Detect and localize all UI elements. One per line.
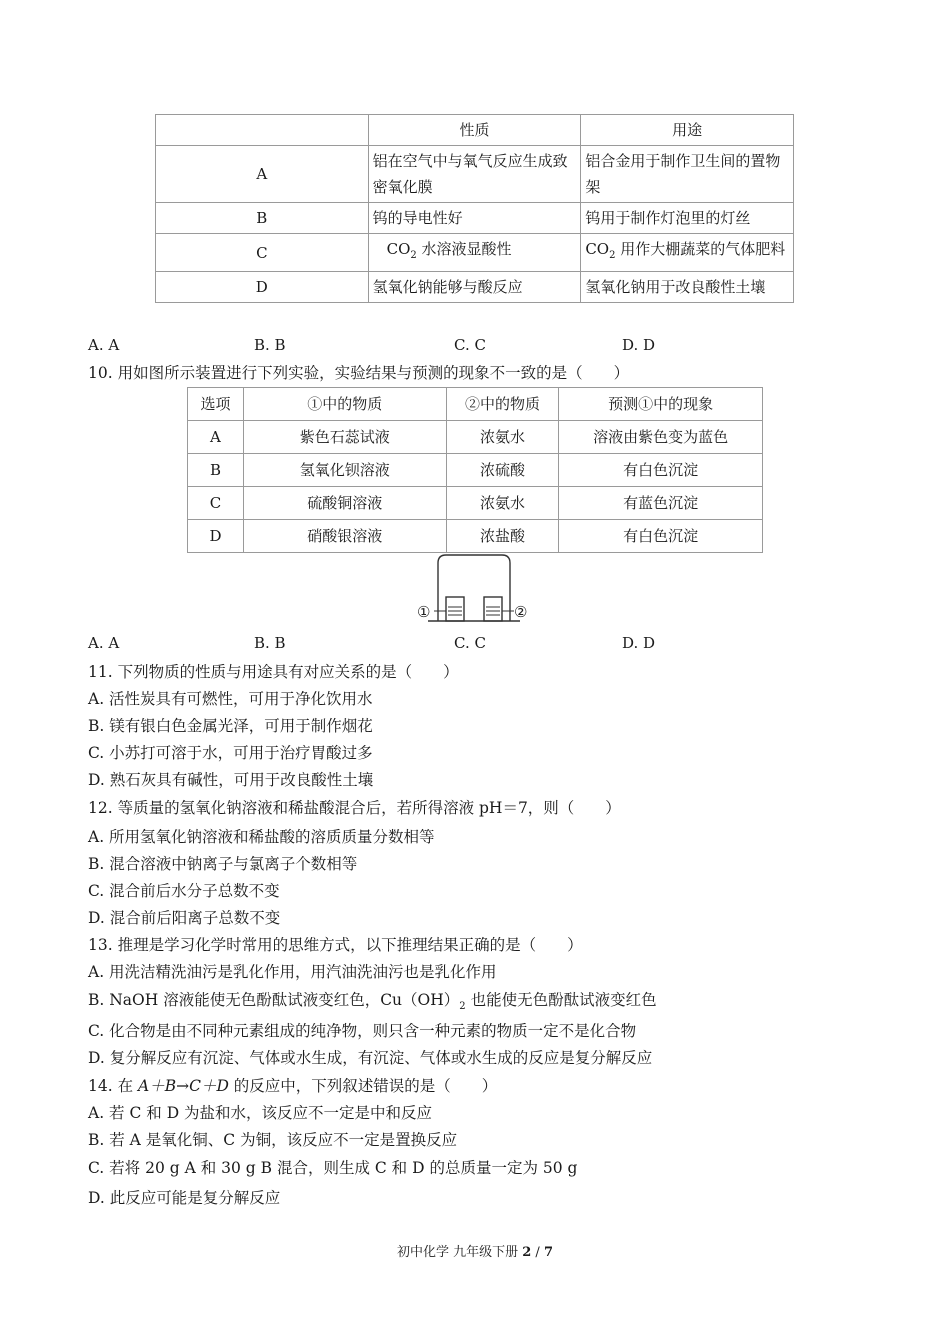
table-row [156, 203, 794, 234]
page-number: 2 [522, 1245, 532, 1260]
stem-text: 的反应中，下列叙述错误的是（ ） [228, 1077, 498, 1095]
q12-option-d[interactable]: D. 混合前后阳离子总数不变 [88, 909, 281, 927]
option-b[interactable]: B. B [254, 634, 286, 652]
experiment-table [187, 387, 763, 553]
beaker-left [446, 597, 464, 621]
table-cell: 浓硫酸 [446, 454, 559, 487]
option-text: B. NaOH 溶液能使无色酚酞试液变红色，Cu（OH） [88, 991, 460, 1009]
table-cell: 硫酸铜溶液 [243, 487, 446, 520]
q11-option-c[interactable]: C. 小苏打可溶于水，可用于治疗胃酸过多 [88, 744, 373, 762]
table-cell-option: B [156, 203, 369, 234]
option-a[interactable]: A. A [88, 336, 120, 354]
table-cell: 有白色沉淀 [559, 520, 763, 553]
table-cell-option: A [156, 146, 369, 203]
option-b[interactable]: B. B [254, 336, 286, 354]
table-cell: 有蓝色沉淀 [559, 487, 763, 520]
table-header-cell: 性质 [368, 115, 581, 146]
property-use-table [155, 114, 794, 303]
table-cell-use [581, 234, 794, 272]
table-header-cell: 选项 [188, 388, 244, 421]
table-cell: 紫色石蕊试液 [243, 421, 446, 454]
table-cell: 浓氨水 [446, 421, 559, 454]
option-c[interactable]: C. C [454, 634, 486, 652]
table-cell: B [188, 454, 244, 487]
table-cell-use: 铝合金用于制作卫生间的置物架 [581, 146, 794, 203]
table-cell: 有白色沉淀 [559, 454, 763, 487]
table-cell: 浓盐酸 [446, 520, 559, 553]
beaker-right [484, 597, 502, 621]
table-cell-property: 钨的导电性好 [368, 203, 581, 234]
q12-option-a[interactable]: A. 所用氢氧化钠溶液和稀盐酸的溶质质量分数相等 [88, 828, 435, 846]
table-cell-property [368, 234, 581, 272]
footer-subject: 初中化学 九年级下册 [396, 1245, 523, 1260]
page-total: 7 [543, 1245, 553, 1260]
table-cell: 硝酸银溶液 [243, 520, 446, 553]
q11-stem: 11. 下列物质的性质与用途具有对应关系的是（ ） [88, 663, 459, 681]
q11-option-d[interactable]: D. 熟石灰具有碱性，可用于改良酸性土壤 [88, 771, 374, 789]
q14-option-a[interactable]: A. 若 C 和 D 为盐和水，该反应不一定是中和反应 [88, 1104, 433, 1122]
cell-text: 水溶液显酸性 [416, 240, 512, 258]
q14-option-d[interactable]: D. 此反应可能是复分解反应 [88, 1189, 281, 1207]
table-row [188, 520, 763, 553]
q12-option-c[interactable]: C. 混合前后水分子总数不变 [88, 882, 280, 900]
table-row [156, 234, 794, 272]
option-text: 也能使无色酚酞试液变红色 [465, 991, 657, 1009]
q13-option-c[interactable]: C. 化合物是由不同种元素组成的纯净物，则只含一种元素的物质一定不是化合物 [88, 1022, 637, 1040]
table-cell: 氢氧化钡溶液 [243, 454, 446, 487]
table-cell-property: 铝在空气中与氧气反应生成致密氧化膜 [368, 146, 581, 203]
table-header-cell: ②中的物质 [446, 388, 559, 421]
option-d[interactable]: D. D [622, 336, 656, 354]
q13-stem: 13. 推理是学习化学时常用的思维方式，以下推理结果正确的是（ ） [88, 936, 583, 954]
q12-option-b[interactable]: B. 混合溶液中钠离子与氯离子个数相等 [88, 855, 358, 873]
q13-option-d[interactable]: D. 复分解反应有沉淀、气体或水生成，有沉淀、气体或水生成的反应是复分解反应 [88, 1049, 653, 1067]
stem-text: 14. 在 [88, 1077, 139, 1095]
option-c[interactable]: C. C [454, 336, 486, 354]
formula-subscript: 2 [459, 1001, 466, 1013]
table-cell: 浓氨水 [446, 487, 559, 520]
formula-text: CO [386, 240, 411, 258]
q12-stem: 12. 等质量的氢氧化钠溶液和稀盐酸混合后，若所得溶液 pH＝7，则（ ） [88, 799, 621, 817]
table-row [188, 487, 763, 520]
option-a[interactable]: A. A [88, 634, 120, 652]
table-header-cell: 预测①中的现象 [559, 388, 763, 421]
option-d[interactable]: D. D [622, 634, 656, 652]
label-beaker-1: ① [417, 603, 431, 621]
cell-text: 用作大棚蔬菜的气体肥料 [615, 240, 786, 258]
q14-stem [88, 1074, 497, 1096]
table-cell-property: 氢氧化钠能够与酸反应 [368, 272, 581, 303]
table-header-row [188, 388, 763, 421]
formula-text: CO [585, 240, 610, 258]
q10-stem: 10. 用如图所示装置进行下列实验，实验结果与预测的现象不一致的是（ ） [88, 364, 630, 382]
table-row [156, 272, 794, 303]
table-header-cell: 用途 [581, 115, 794, 146]
table-cell: D [188, 520, 244, 553]
table-cell: A [188, 421, 244, 454]
formula-subscript: 2 [609, 250, 616, 261]
page-footer [0, 1241, 950, 1260]
q11-option-b[interactable]: B. 镁有银白色金属光泽，可用于制作烟花 [88, 717, 373, 735]
table-row [188, 454, 763, 487]
q14-option-b[interactable]: B. 若 A 是氧化铜、C 为铜，该反应不一定是置换反应 [88, 1131, 458, 1149]
table-row [188, 421, 763, 454]
table-cell-option: D [156, 272, 369, 303]
formula-subscript: 2 [410, 250, 417, 261]
table-row [156, 146, 794, 203]
table-cell: 溶液由紫色变为蓝色 [559, 421, 763, 454]
label-beaker-2: ② [514, 603, 528, 621]
equation: A＋B→C＋D [138, 1077, 229, 1095]
q13-option-b[interactable] [88, 988, 657, 1012]
table-cell-option: C [156, 234, 369, 272]
table-header-cell [156, 115, 369, 146]
q13-option-a[interactable]: A. 用洗洁精洗油污是乳化作用，用汽油洗油污也是乳化作用 [88, 963, 497, 981]
q14-option-c[interactable]: C. 若将 20 g A 和 30 g B 混合，则生成 C 和 D 的总质量一定为 50 g [88, 1159, 578, 1177]
table-cell-use: 钨用于制作灯泡里的灯丝 [581, 203, 794, 234]
q11-option-a[interactable]: A. 活性炭具有可燃性，可用于净化饮用水 [88, 690, 373, 708]
table-cell-use: 氢氧化钠用于改良酸性土壤 [581, 272, 794, 303]
apparatus-diagram [414, 551, 534, 627]
table-header-cell: ①中的物质 [243, 388, 446, 421]
footer-separator: / [531, 1245, 544, 1260]
table-header-row [156, 115, 794, 146]
table-cell: C [188, 487, 244, 520]
